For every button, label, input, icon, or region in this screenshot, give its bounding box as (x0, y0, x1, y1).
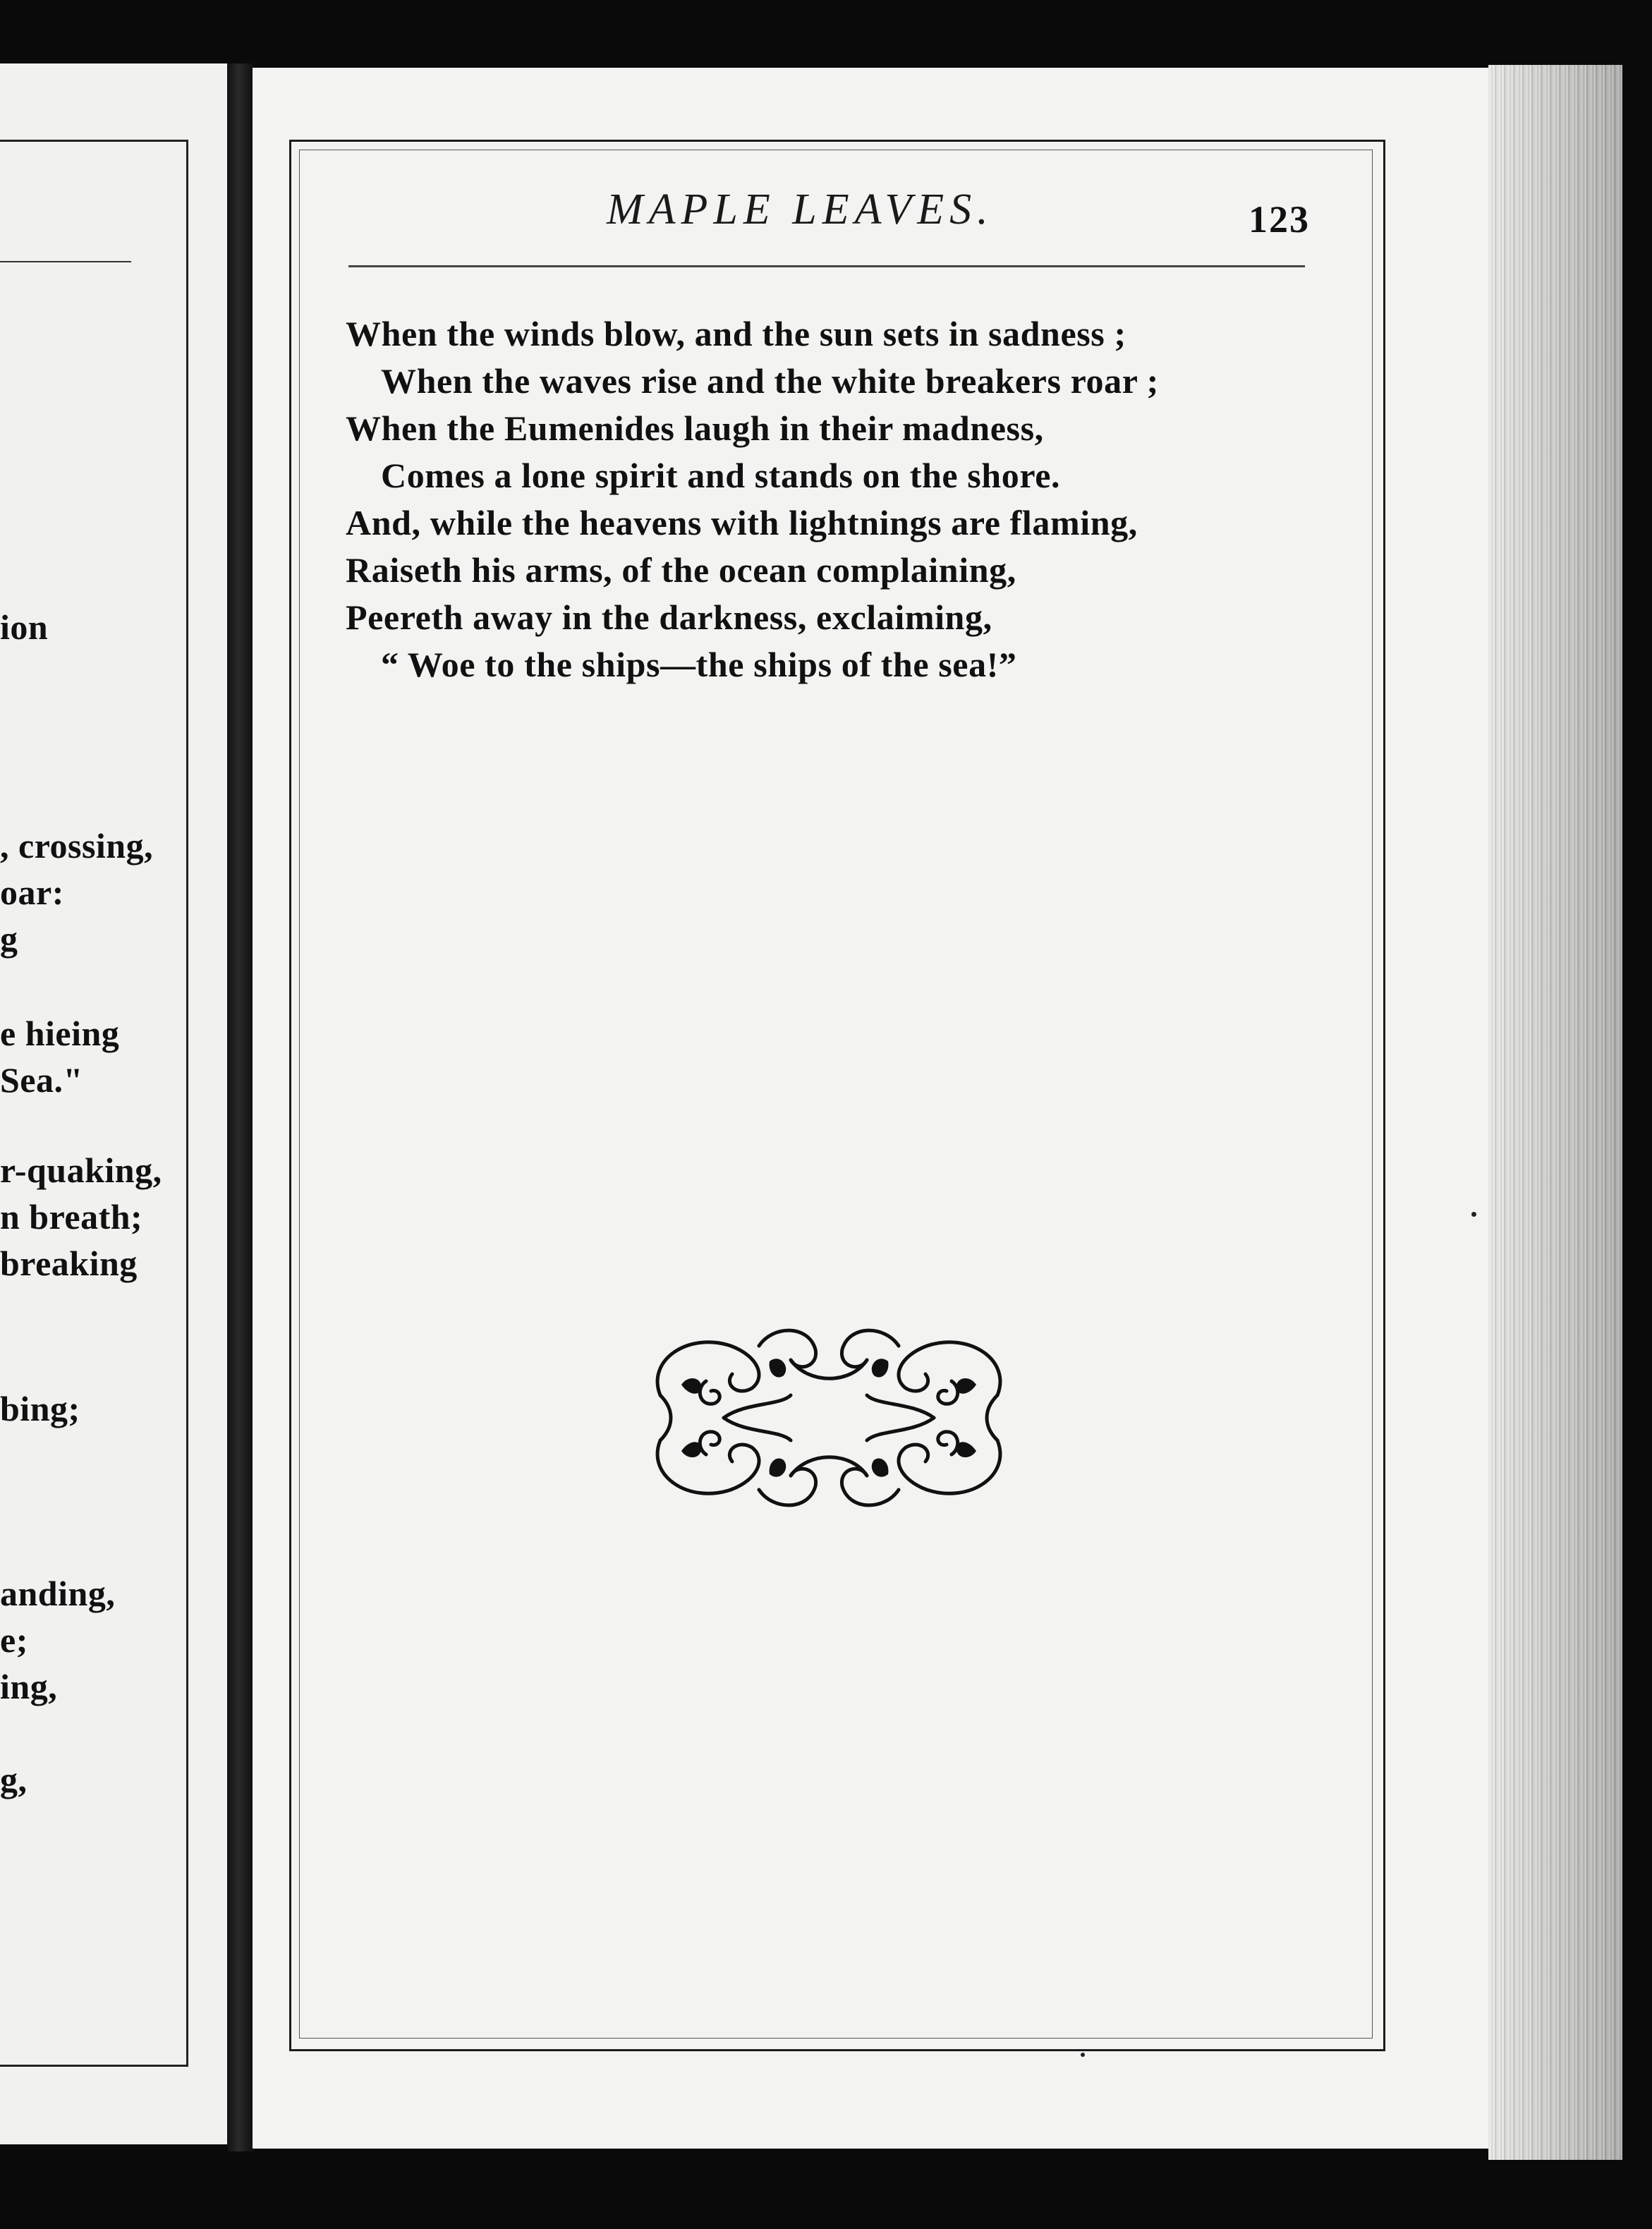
previous-page-line: g, (0, 1760, 28, 1799)
ink-speck (1081, 2053, 1085, 2057)
previous-page-line: e hieing (0, 1014, 120, 1053)
previous-page-head-rule (0, 261, 131, 262)
previous-page-line: n breath; (0, 1197, 143, 1237)
previous-page-frame (0, 140, 188, 2067)
previous-page-line: oar: (0, 873, 64, 912)
previous-page-line: bing; (0, 1389, 80, 1428)
poem-line: When the waves rise and the white breakers roar ; (381, 361, 1159, 401)
running-head: MAPLE LEAVES. (607, 186, 994, 233)
previous-page-line: anding, (0, 1574, 116, 1613)
previous-page-line: ion (0, 607, 49, 647)
book-gutter (227, 63, 255, 2151)
page-edges (1488, 65, 1622, 2160)
previous-page (0, 63, 229, 2144)
ink-speck (1471, 1212, 1476, 1217)
poem-line: “ Woe to the ships—the ships of the sea!” (381, 645, 1017, 684)
poem-line: When the Eumenides laugh in their madness, (346, 408, 1044, 448)
page-number: 123 (1249, 198, 1310, 241)
previous-page-line: e; (0, 1620, 28, 1660)
scroll-flourish-ornament-icon (639, 1318, 1019, 1518)
previous-page-line: r-quaking, (0, 1150, 162, 1190)
poem-line: Raiseth his arms, of the ocean complaining, (346, 550, 1016, 590)
poem-stanza (346, 310, 1319, 688)
poem-line: Comes a lone spirit and stands on the shore. (381, 456, 1061, 495)
poem-line: When the winds blow, and the sun sets in sadness ; (346, 314, 1126, 353)
previous-page-line: Sea." (0, 1060, 83, 1100)
previous-page-line: g (0, 919, 18, 959)
poem-line: And, while the heavens with lightnings are flaming, (346, 503, 1138, 542)
previous-page-line: ing, (0, 1667, 58, 1706)
previous-page-line: , crossing, (0, 826, 154, 866)
poem-line: Peereth away in the darkness, exclaiming, (346, 597, 992, 637)
header-rule (348, 265, 1305, 267)
previous-page-line: breaking (0, 1244, 138, 1283)
